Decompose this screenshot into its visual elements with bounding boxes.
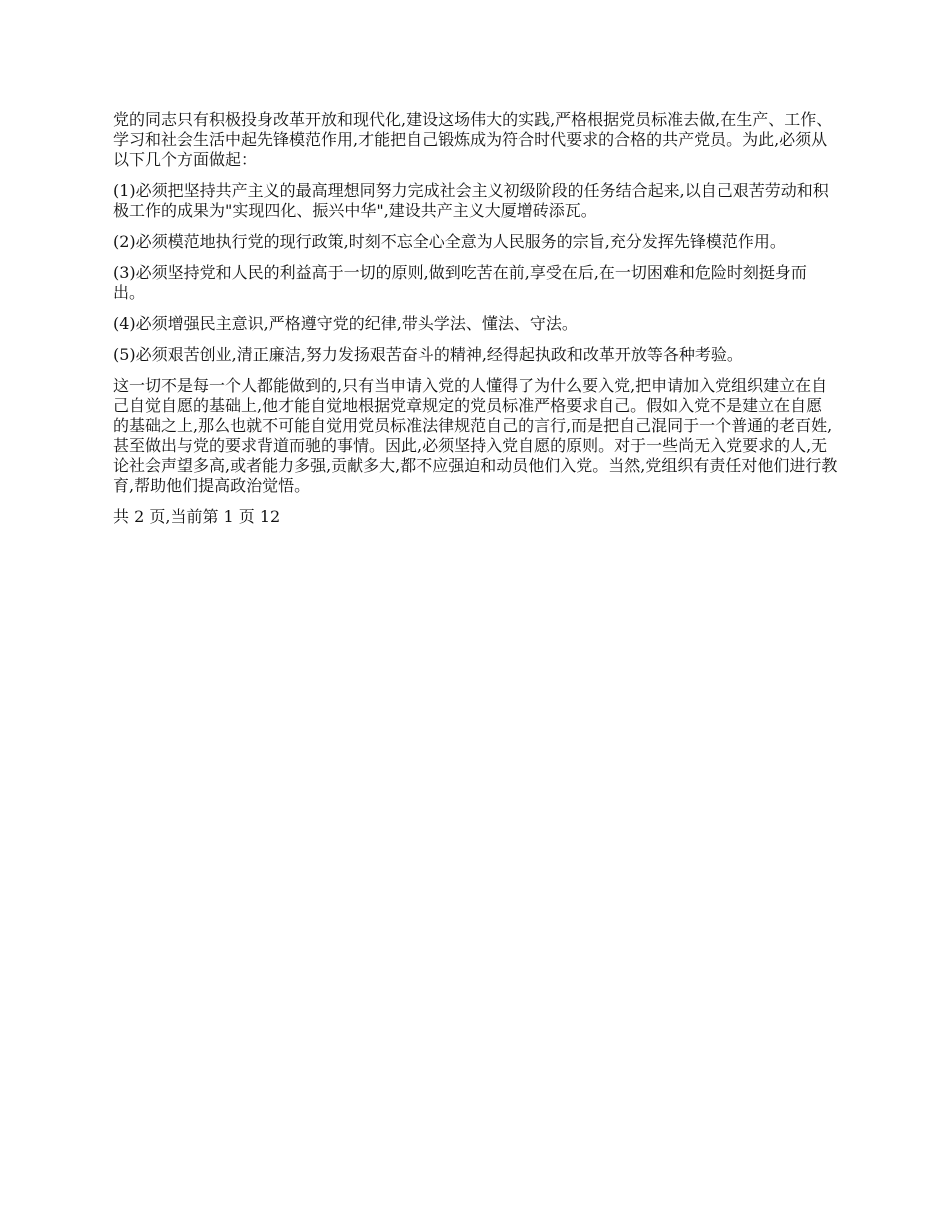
paragraph-item-5: (5)必须艰苦创业,清正廉洁,努力发扬艰苦奋斗的精神,经得起执政和改革开放等各种考验。: [113, 345, 743, 364]
paragraph-intro: 党的同志只有积极投身改革开放和现代化,建设这场伟大的实践,严格根据党员标准去做,在生产、工作、学习和社会生活中起先锋模范作用,才能把自己锻炼成为符合时代要求的合格的共产党员。为此,必须从以下几个方面做起：: [113, 110, 833, 169]
paragraph-conclusion: 这一切不是每一个人都能做到的,只有当申请入党的人懂得了为什么要入党,把申请加入党组织建立在自己自觉自愿的基础上,他才能自觉地根据党章规定的党员标准严格要求自己。假如入党不是建立在自愿的基础之上,那么也就不可能自觉用党员标准法律规范自己的言行,而是把自己混同于一个普通的老百姓,甚至做出与党的要求背道而驰的事情。因此,必须坚持入党自愿的原则。对于一些尚无入党要求的人,无论社会声望多高,或者能力多强,贡献多大,都不应强迫和动员他们入党。当然,党组织有责任对他们进行教育,帮助他们提高政治觉悟。: [113, 376, 838, 495]
paragraph-item-1: (1)必须把坚持共产主义的最高理想同努力完成社会主义初级阶段的任务结合起来,以自己艰苦劳动和积极工作的成果为"实现四化、振兴中华",建设共产主义大厦增砖添瓦。: [113, 181, 829, 220]
document-page: [113, 110, 838, 527]
paragraph-item-4: (4)必须增强民主意识,严格遵守党的纪律,带头学法、懂法、守法。: [113, 314, 578, 333]
paragraph-item-3: (3)必须坚持党和人民的利益高于一切的原则,做到吃苦在前,享受在后,在一切困难和危险时刻挺身而出。: [113, 263, 807, 302]
paragraph-item-2: (2)必须模范地执行党的现行政策,时刻不忘全心全意为人民服务的宗旨,充分发挥先锋模范作用。: [113, 232, 786, 251]
page-footer: 共 2 页,当前第 1 页 12: [113, 507, 281, 526]
